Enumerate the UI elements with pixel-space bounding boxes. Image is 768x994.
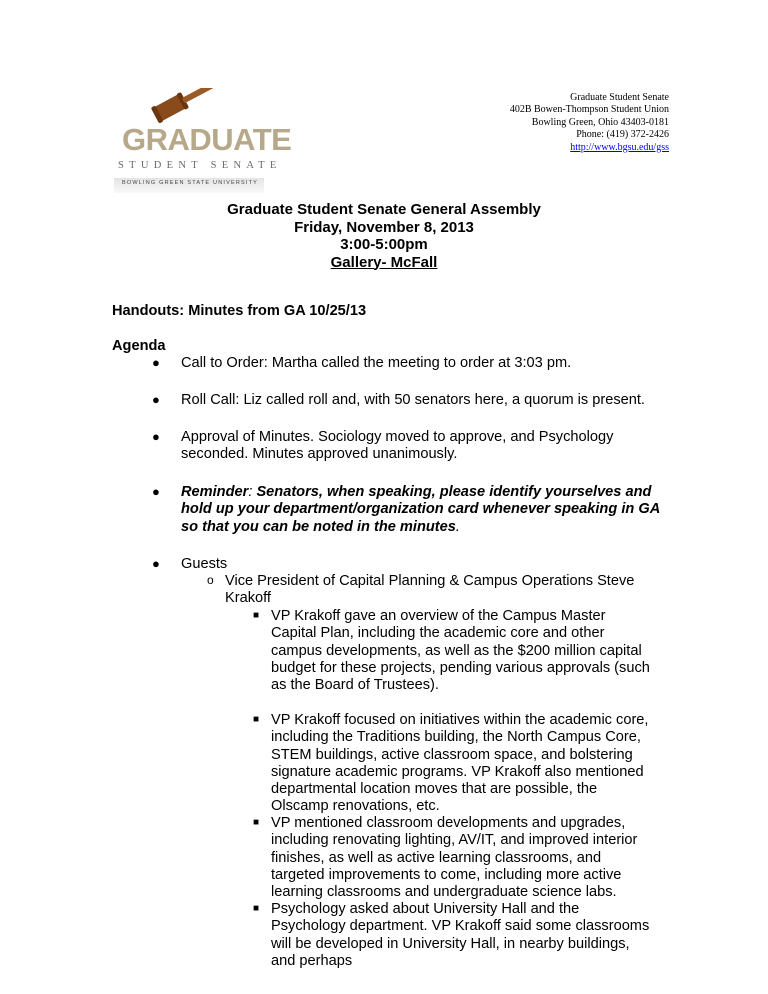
bullet-icon: ●	[152, 484, 160, 499]
meeting-time: 3:00-5:00pm	[340, 236, 428, 253]
agenda-item-roll-call: Roll Call: Liz called roll and, with 50 senators here, a quorum is present.	[181, 392, 645, 408]
website-link[interactable]: http://www.bgsu.edu/gss	[570, 141, 669, 153]
meeting-date: Friday, November 8, 2013	[294, 218, 474, 236]
logo-university: BOWLING GREEN STATE UNIVERSITY	[122, 180, 259, 186]
circle-bullet-icon: o	[207, 573, 214, 587]
address-phone: Phone: (419) 372-2426	[576, 129, 669, 141]
address-street: 402B Bowen-Thompson Student Union	[509, 104, 669, 116]
logo-subtitle: STUDENT SENATE	[118, 160, 282, 171]
guest-steve-krakoff: Vice President of Capital Planning & Campus Operations Steve Krakoff	[225, 573, 635, 607]
square-bullet-icon: ■	[253, 817, 260, 828]
note-master-plan: VP Krakoff gave an overview of the Campus Master Capital Plan, including the academic core and other campus developments, as well as the $200 million capital budget for these projects, pending various approvals (such as the Board of Trustees).	[271, 608, 650, 694]
square-bullet-icon: ■	[253, 903, 260, 914]
address-org: Graduate Student Senate	[570, 92, 669, 103]
handouts-line: Handouts: Minutes from GA 10/25/13	[112, 303, 367, 319]
logo-title: GRADUATE	[122, 122, 292, 157]
bullet-icon: ●	[152, 429, 160, 444]
meeting-location: Gallery- McFall	[330, 253, 438, 271]
gss-logo	[108, 86, 292, 206]
square-bullet-icon: ■	[253, 714, 260, 725]
reminder-period: .	[455, 518, 460, 535]
square-bullet-icon: ■	[253, 610, 260, 621]
bullet-icon: ●	[152, 392, 160, 407]
agenda-item-call-to-order: Call to Order: Martha called the meeting to order at 3:03 pm.	[181, 355, 572, 371]
note-classroom-developments: VP mentioned classroom developments and upgrades, including renovating lighting, AV/IT, and improved interior finishes, as well as active learning classrooms, and targeted improvements to come, including more active learning classrooms and undergraduate science labs.	[271, 815, 638, 901]
address-city: Bowling Green, Ohio 43403-0181	[531, 116, 669, 128]
reminder-text: Senators, when speaking, please identify yourselves and hold up your department/organization card whenever speaking in GA so that you can be noted in the minutes	[181, 484, 660, 535]
reminder-colon: :	[248, 484, 253, 500]
note-university-hall: Psychology asked about University Hall and the Psychology department. VP Krakoff said some classrooms will be developed in University Hall, in nearby buildings, and perhaps	[271, 901, 650, 969]
agenda-item-guests: Guests	[181, 556, 228, 572]
agenda-item-reminder	[181, 484, 661, 536]
bullet-icon: ●	[152, 556, 160, 571]
agenda-item-approval-of-minutes: Approval of Minutes. Sociology moved to approve, and Psychology seconded. Minutes approved unanimously.	[181, 429, 614, 463]
address-block	[510, 92, 669, 154]
bullet-icon: ●	[152, 355, 160, 370]
agenda-heading: Agenda	[112, 338, 166, 354]
document-title	[0, 201, 768, 271]
note-academic-core: VP Krakoff focused on initiatives within the academic core, including the Traditions building, the North Campus Core, STEM buildings, active classroom space, and bolstering signature academic programs. VP Krakoff also mentioned departmental location moves that are possible, the Olscamp renovations, etc.	[271, 712, 649, 815]
reminder-label: Reminder	[181, 484, 249, 500]
assembly-title: Graduate Student Senate General Assembly	[227, 201, 541, 218]
